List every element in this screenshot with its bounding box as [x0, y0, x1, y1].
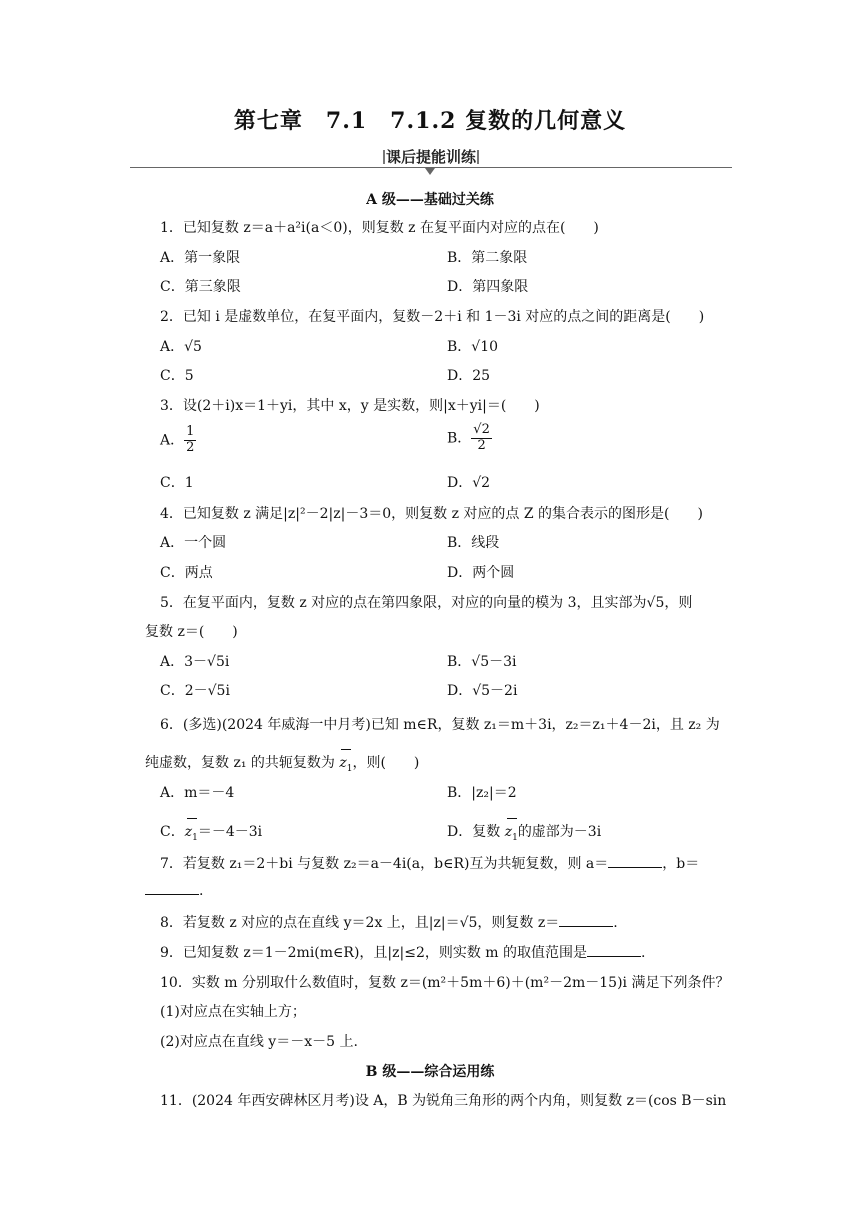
q2-option-a: A．√5	[160, 339, 202, 355]
q6-option-c-conjugate: $z_1$	[184, 824, 198, 843]
q6-option-a: A．m＝－4	[160, 785, 235, 801]
q4-option-a: A．一个圆	[160, 535, 227, 551]
q1-option-b: B．第二象限	[447, 250, 528, 266]
q6-option-c: C．$z_1=-4-3i$	[160, 824, 263, 843]
q1-option-c: C．第三象限	[160, 279, 241, 295]
q2-option-b: B．√10	[447, 339, 499, 355]
q4-option-c: C．两点	[160, 565, 213, 581]
q7-stem-line2: .	[145, 883, 203, 899]
q2-option-d: D．25	[447, 368, 491, 384]
q5-stem-line2: 复数 z＝( )	[145, 624, 238, 640]
q7-blank-a	[608, 866, 662, 868]
q5-option-d: D．√5－2i	[447, 683, 518, 699]
q3-stem: 3．设(2＋i)x＝1＋yi，其中 x，y 是实数，则|x＋yi|＝( )	[160, 398, 540, 414]
section-b-heading: B 级——综合运用练	[365, 1064, 495, 1080]
section-a-heading: A 级——基础过关练	[366, 192, 494, 208]
q10-stem: 10．实数 m 分别取什么数值时，复数 z＝(m²＋5m＋6)＋(m²－2m－15)i 满足下列条件？	[160, 975, 730, 991]
q5-option-b: B．√5－3i	[447, 654, 517, 670]
q11-stem: 11．(2024 年西安碑林区月考)设 A，B 为锐角三角形的两个内角，则复数 z＝(cos B－sin	[160, 1093, 727, 1109]
q4-option-b: B．线段	[447, 535, 500, 551]
q3-option-b-fraction: $\frac{√2}{2}$	[473, 422, 490, 453]
q8-blank	[559, 925, 613, 927]
banner-label: 课后提能训练	[376, 146, 486, 167]
q5-stem-line1: 5．在复平面内，复数 z 对应的点在第四象限，对应的向量的模为 3，且实部为√5，则	[160, 595, 693, 611]
banner-pointer-icon	[425, 168, 435, 175]
section-banner	[130, 146, 732, 180]
q10-part-1: (1)对应点在实轴上方；	[160, 1004, 306, 1020]
q5-option-a: A．3－√5i	[160, 654, 230, 670]
q1-option-d: D．第四象限	[447, 279, 529, 295]
q3-option-c: C．1	[160, 475, 194, 491]
q1-option-a: A．第一象限	[160, 250, 241, 266]
q5-option-c: C．2－√5i	[160, 683, 230, 699]
q1-stem: 1．已知复数 z＝a＋a²i(a＜0)，则复数 z 在复平面内对应的点在( )	[160, 220, 599, 236]
q4-stem: 4．已知复数 z 满足|z|²－2|z|－3＝0，则复数 z 对应的点 Z 的集合表示的图形是( )	[160, 506, 703, 522]
q6-conjugate-symbol: $z_1$	[339, 755, 353, 774]
q6-stem-line2: 纯虚数，复数 z₁ 的共轭复数为 $z_1$，则( )	[145, 755, 420, 774]
q9-stem: 9．已知复数 z＝1－2mi(m∈R)，且|z|≤2，则实数 m 的取值范围是 .	[160, 945, 646, 961]
q7-blank-b	[145, 893, 199, 895]
q3-option-b: B． $\frac{√2}{2}$	[447, 422, 490, 453]
q3-option-a: A． $\frac{1}{2}$	[160, 424, 195, 455]
q6-option-d-conjugate: $z_1$	[504, 824, 518, 843]
q6-option-d: D．复数 $z_1$的虚部为－3i	[447, 824, 602, 843]
q2-option-c: C．5	[160, 368, 194, 384]
q6-option-b: B．|z₂|＝2	[447, 785, 517, 801]
q2-stem: 2．已知 i 是虚数单位，在复平面内，复数－2＋i 和 1－3i 对应的点之间的距离是( )	[160, 309, 705, 325]
q3-option-a-fraction: $\frac{1}{2}$	[186, 424, 195, 455]
q10-part-2: (2)对应点在直线 y＝－x－5 上.	[160, 1034, 358, 1050]
q3-option-d: D．√2	[447, 475, 491, 491]
q4-option-d: D．两个圆	[447, 565, 515, 581]
q6-stem-line1: 6．(多选)(2024 年威海一中月考)已知 m∈R，复数 z₁＝m＋3i，z₂＝z₁＋4－2i，且 z₂ 为	[160, 717, 720, 733]
q9-blank	[587, 955, 641, 957]
q8-stem: 8．若复数 z 对应的点在直线 y＝2x 上，且|z|＝√5，则复数 z＝ .	[160, 915, 618, 931]
page-title: 第七章 7.1 7.1.2 复数的几何意义	[233, 108, 627, 134]
q7-stem-line1: 7．若复数 z₁＝2＋bi 与复数 z₂＝a－4i(a，b∈R)互为共轭复数，则 a＝ ，b＝	[160, 856, 700, 872]
